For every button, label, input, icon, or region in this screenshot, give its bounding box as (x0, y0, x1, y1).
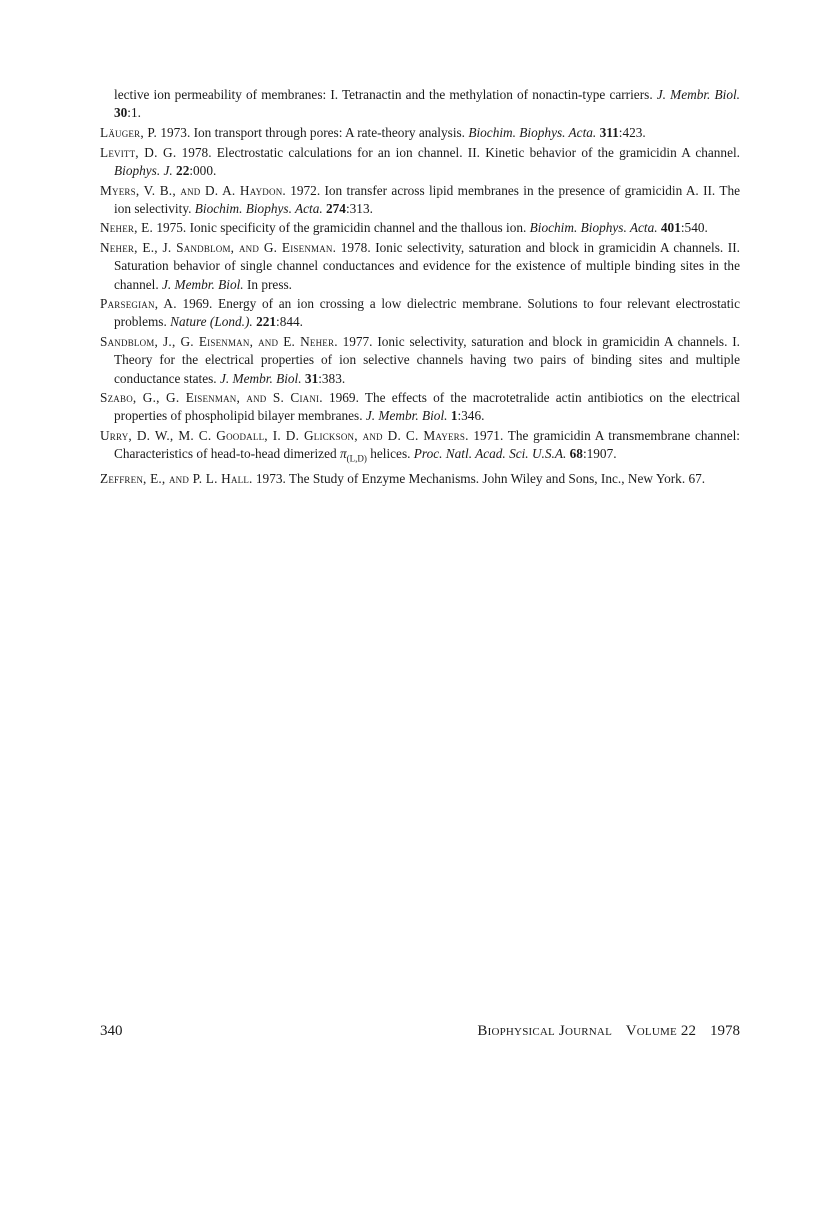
reference-title: Ionic specificity of the gramicidin channel and the thallous ion. (189, 220, 527, 236)
reference-title: Ion transfer across lipid membranes in the presence of gramicidin A. II. The ion selectivity. (114, 182, 740, 216)
reference-journal: Biochim. Biophys. Acta. (529, 220, 658, 236)
reference-title: The Study of Enzyme Mechanisms. John Wiley and Sons, Inc., New York. 67. (288, 470, 706, 486)
footer-year: 1978 (710, 1023, 740, 1039)
reference-item (100, 239, 740, 294)
reference-item (100, 124, 740, 142)
reference-pages: :844. (276, 314, 304, 330)
reference-volume: 30 (114, 105, 128, 121)
reference-item (100, 182, 740, 218)
reference-journal: J. Membr. Biol. (219, 370, 302, 386)
reference-title: Ion transport through pores: A rate-theory analysis. (193, 124, 466, 140)
reference-title: Energy of an ion crossing a low dielectric membrane. Solutions to four relevant electrostatic problems. (114, 296, 740, 330)
reference-item (100, 144, 740, 180)
reference-journal: Proc. Natl. Acad. Sci. U.S.A. (413, 446, 567, 462)
journal-name: Biophysical Journal (477, 1023, 612, 1039)
reference-year: 1978. (181, 144, 212, 160)
reference-author: Myers, V. B., and D. A. Haydon. (100, 182, 286, 198)
running-footer (477, 1022, 740, 1040)
reference-journal: J. Membr. Biol. (162, 276, 244, 292)
reference-year: 1969. (328, 390, 359, 406)
reference-title: The gramicidin A transmembrane channel: Characteristics of head-to-head dimerized (114, 428, 740, 462)
reference-pages: :313. (345, 200, 373, 216)
reference-year: 1971. (473, 428, 504, 444)
reference-item (100, 389, 740, 425)
reference-status: In press. (246, 276, 293, 292)
reference-title: The effects of the macrotetralide actin antibiotics on the electrical properties of phospholipid bilayer membranes. (114, 390, 741, 424)
reference-volume: 221 (256, 314, 277, 330)
reference-author: Urry, D. W., M. C. Goodall, I. D. Glickson, and D. C. Mayers. (100, 428, 469, 444)
reference-item (100, 219, 740, 237)
page-number: 340 (100, 1023, 123, 1039)
reference-pages: :1. (127, 105, 141, 121)
reference-author: Neher, E. (100, 220, 153, 236)
reference-year: 1975. (156, 220, 187, 236)
reference-pages: :000. (189, 162, 217, 178)
volume-label: Volume 22 (625, 1023, 697, 1039)
reference-pages: :1907. (582, 446, 617, 462)
reference-journal: Nature (Lond.). (170, 314, 253, 330)
reference-author: Sandblom, J., G. Eisenman, and E. Neher. (100, 334, 338, 350)
reference-pages: :540. (680, 220, 708, 236)
reference-title-end: helices. (370, 446, 411, 462)
reference-year: 1969. (182, 296, 213, 312)
reference-volume: 1 (450, 408, 458, 424)
reference-volume: 311 (599, 124, 619, 140)
reference-journal: Biophys. J. (114, 162, 173, 178)
reference-volume: 22 (176, 162, 190, 178)
pi-subscript: (L,D) (346, 454, 367, 465)
pi-symbol: π (339, 446, 347, 462)
reference-list (100, 86, 740, 489)
reference-author: Zeffren, E., and P. L. Hall. (100, 470, 253, 486)
reference-item (100, 295, 740, 331)
reference-year: 1973. (160, 124, 191, 140)
reference-volume: 274 (326, 200, 346, 216)
reference-item (100, 86, 740, 122)
reference-journal: Biochim. Biophys. Acta. (194, 200, 323, 216)
reference-pages: :383. (318, 370, 346, 386)
reference-pages: :346. (457, 408, 485, 424)
reference-year: 1978. (340, 240, 371, 256)
reference-author: Szabo, G., G. Eisenman, and S. Ciani. (100, 390, 323, 406)
reference-journal: J. Membr. Biol. (656, 87, 740, 102)
reference-journal: J. Membr. Biol. (365, 408, 448, 424)
reference-pages: :423. (618, 124, 646, 140)
reference-title: Ionic selectivity, saturation and block in gramicidin A channels. I. Theory for the electrical properties of ion selective channels having two pairs of binding sites and multiple conductance states. (114, 334, 741, 386)
reference-volume: 68 (569, 446, 583, 462)
reference-author: Parsegian, A. (100, 296, 177, 312)
reference-volume: 31 (304, 370, 319, 386)
reference-year: 1973. (255, 470, 286, 486)
reference-author: Levitt, D. G. (100, 144, 177, 160)
reference-volume: 401 (660, 220, 681, 236)
reference-title: Electrostatic calculations for an ion channel. II. Kinetic behavior of the gramicidin A channel. (216, 144, 740, 160)
reference-item (100, 333, 740, 388)
reference-title: lective ion permeability of membranes: I. Tetranactin and the methylation of nonactin-type carriers. (114, 87, 653, 102)
reference-title: Ionic selectivity, saturation and block in gramicidin A channels. II. Saturation behavior of single channel conductances and evidence for the existence of multiple binding sites in the channel. (114, 240, 740, 292)
reference-journal: Biochim. Biophys. Acta. (468, 124, 597, 140)
reference-year: 1977. (342, 334, 373, 350)
reference-author: Läuger, P. (100, 124, 158, 140)
reference-item (100, 427, 740, 468)
reference-year: 1972. (290, 182, 321, 198)
reference-item (100, 470, 740, 488)
reference-author: Neher, E., J. Sandblom, and G. Eisenman. (100, 240, 337, 256)
